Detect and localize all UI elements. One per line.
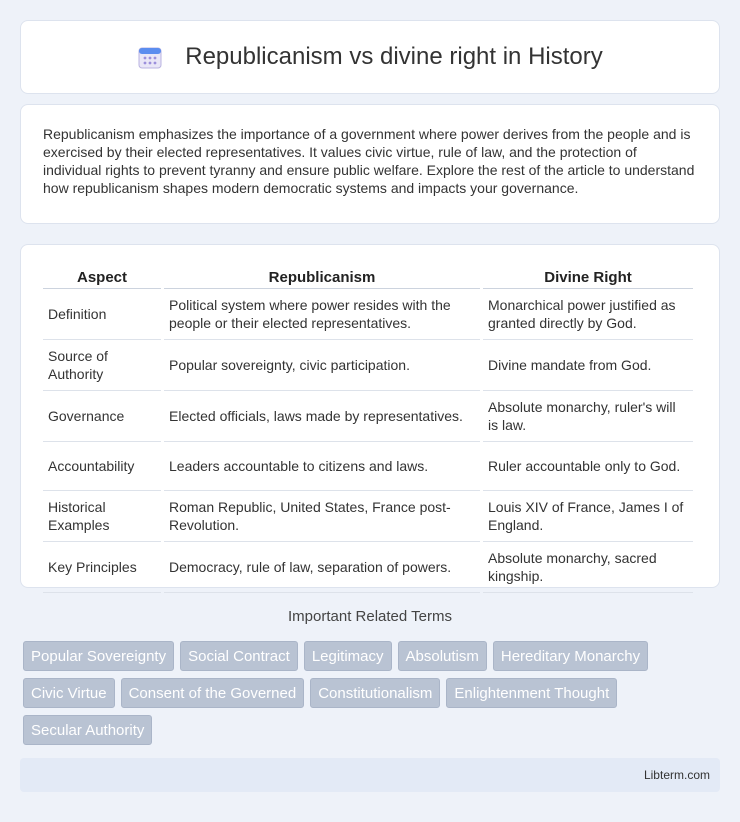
cell-divine-right: Louis XIV of France, James I of England. xyxy=(483,491,693,542)
calendar-icon xyxy=(137,44,163,70)
footer xyxy=(20,758,720,792)
cell-aspect: Source of Authority xyxy=(43,340,161,391)
page-title: Republicanism vs divine right in History xyxy=(185,43,603,70)
cell-republicanism: Political system where power resides with the people or their elected representatives. xyxy=(164,289,480,340)
related-term-tag[interactable]: Constitutionalism xyxy=(310,678,440,708)
table-row xyxy=(43,442,693,491)
cell-republicanism: Elected officials, laws made by representatives. xyxy=(164,391,480,442)
cell-aspect: Governance xyxy=(43,391,161,442)
related-term-tag[interactable]: Absolutism xyxy=(398,641,487,671)
related-terms-list xyxy=(23,641,723,745)
table-row xyxy=(43,491,693,542)
table-row xyxy=(43,391,693,442)
header-aspect: Aspect xyxy=(43,265,161,289)
cell-republicanism: Roman Republic, United States, France post-Revolution. xyxy=(164,491,480,542)
footer-site-link[interactable]: Libterm.com xyxy=(643,768,710,782)
page-header xyxy=(20,20,720,94)
related-term-tag[interactable]: Popular Sovereignty xyxy=(23,641,174,671)
header-divine-right: Divine Right xyxy=(483,265,693,289)
table-row xyxy=(43,340,693,391)
cell-aspect: Definition xyxy=(43,289,161,340)
related-term-tag[interactable]: Hereditary Monarchy xyxy=(493,641,648,671)
related-term-tag[interactable]: Legitimacy xyxy=(304,641,392,671)
cell-divine-right: Divine mandate from God. xyxy=(483,340,693,391)
related-term-tag[interactable]: Social Contract xyxy=(180,641,298,671)
intro-text: Republicanism emphasizes the importance of a government where power derives from the people and is exercised by their elected representatives. It values civic virtue, rule of law, and the protection of individual rights to prevent tyranny and ensure public welfare. Explore the rest of the article to understand how republicanism shapes modern democratic systems and impacts your governance. xyxy=(43,126,695,196)
cell-aspect: Historical Examples xyxy=(43,491,161,542)
cell-republicanism: Leaders accountable to citizens and laws. xyxy=(164,442,480,491)
related-term-tag[interactable]: Consent of the Governed xyxy=(121,678,305,708)
cell-aspect: Accountability xyxy=(43,442,161,491)
header-republicanism: Republicanism xyxy=(164,265,480,289)
related-term-tag[interactable]: Enlightenment Thought xyxy=(446,678,617,708)
cell-aspect: Key Principles xyxy=(43,542,161,593)
cell-divine-right: Absolute monarchy, ruler's will is law. xyxy=(483,391,693,442)
cell-divine-right: Monarchical power justified as granted directly by God. xyxy=(483,289,693,340)
cell-divine-right: Ruler accountable only to God. xyxy=(483,442,693,491)
table-header-row xyxy=(43,265,693,289)
comparison-card xyxy=(20,244,720,588)
cell-divine-right: Absolute monarchy, sacred kingship. xyxy=(483,542,693,593)
related-term-tag[interactable]: Secular Authority xyxy=(23,715,152,745)
related-term-tag[interactable]: Civic Virtue xyxy=(23,678,115,708)
related-terms-title: Important Related Terms xyxy=(288,608,452,625)
table-row xyxy=(43,289,693,340)
cell-republicanism: Popular sovereignty, civic participation. xyxy=(164,340,480,391)
comparison-table xyxy=(40,265,696,593)
intro-card xyxy=(20,104,720,224)
cell-republicanism: Democracy, rule of law, separation of powers. xyxy=(164,542,480,593)
table-row xyxy=(43,542,693,593)
